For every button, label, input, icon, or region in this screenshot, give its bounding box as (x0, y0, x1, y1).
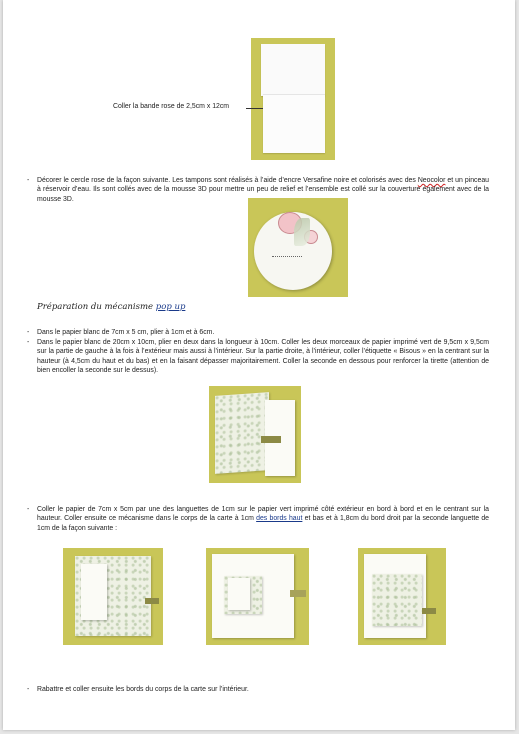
document-page (3, 0, 515, 730)
paragraph-decorer-text-1: Décorer le cercle rose de la façon suivante. Les tampons sont réalisés à l’aide d’encre Versafine noire et colorisés avec des (37, 177, 418, 184)
leaf-spray (294, 218, 310, 246)
section-heading (37, 302, 185, 312)
paragraph-coller-text-1: Coller le papier de 7cm x 5cm par une des languettes de 1cm sur le papier vert imprimé côté extérieur en bord à bord et en le centrant sur la hauteur. Coller ensuite ce mécanisme dans le corps de la carte à 1cm (37, 506, 489, 523)
paragraph-coller-text-2: et bas et à 1,8cm du bord droit par la seconde languette de 1cm de la façon suivante : (37, 515, 489, 532)
paragraph-coller (27, 505, 489, 533)
bisous-tab (290, 590, 306, 597)
misspelled-word: Neocolor (417, 177, 446, 184)
bisous-tab (422, 608, 436, 614)
paragraph-blanc-20x10 (27, 338, 489, 375)
paragraph-blanc-7x5 (27, 328, 489, 337)
paragraph-coller-link[interactable]: des bords haut (256, 515, 303, 523)
photo-carte-ouverte (209, 386, 301, 483)
paragraph-blanc-text: Dans le papier blanc de 7cm x 5 cm, plier à 1cm et à 6cm. (37, 329, 215, 336)
caption-bande-rose: Coller la bande rose de 2,5cm x 12cm (113, 103, 230, 110)
list-dash: - (27, 339, 30, 346)
paragraph-blanc2-text: Dans le papier blanc de 20cm x 10cm, plier en deux dans la longueur à 10cm. Coller les deux morceaux de papier imprimé vert de 9,5cm x 9,5cm sur la partie de gauche à la fois à l’extérieur mais aussi à l’intérieur. Sur la partie droite, à l’intérieur, coller l’étiquette « Bisous » en la centrant sur la hauteur (à 4,5cm du haut et du bas) et en la faisant dépasser majoritairement. Coller la seconde en dessous pour renforcer la tirette (attention de bien encoller la seconde sur le dessus). (37, 339, 489, 374)
list-dash: - (27, 329, 30, 336)
photo-mecanisme-2 (206, 548, 309, 645)
caption-pointer-line (246, 108, 263, 109)
photo-mecanisme-3 (358, 548, 446, 645)
stamped-text (272, 250, 302, 257)
paragraph-rabattre (27, 685, 489, 694)
list-dash: - (27, 686, 30, 693)
list-dash: - (27, 506, 30, 513)
photo-cercle-decore (248, 198, 348, 297)
patterned-paper (215, 392, 269, 474)
list-dash: - (27, 177, 30, 184)
bisous-tab (261, 436, 281, 443)
photo-bande-rose (251, 38, 335, 160)
white-paper-top (261, 44, 325, 96)
photo-mecanisme-1 (63, 548, 163, 645)
paragraph-decorer-text-2: et un pinceau à réservoir d’eau. Ils sont collés avec de la mousse 3D pour mettre un peu de relief et l’ensemble est collé sur la couverture également avec de la mousse 3D. (37, 177, 489, 203)
patterned-paper (372, 574, 422, 626)
white-mechanism (81, 564, 107, 620)
paragraph-rabattre-text: Rabattre et coller ensuite les bords du corps de la carte sur l’intérieur. (37, 686, 249, 693)
bisous-tab (145, 598, 159, 604)
section-heading-text: Préparation du mécanisme (37, 302, 156, 312)
white-paper-bottom (263, 94, 325, 153)
white-mechanism (228, 578, 250, 610)
section-heading-link[interactable]: pop up (155, 302, 186, 312)
